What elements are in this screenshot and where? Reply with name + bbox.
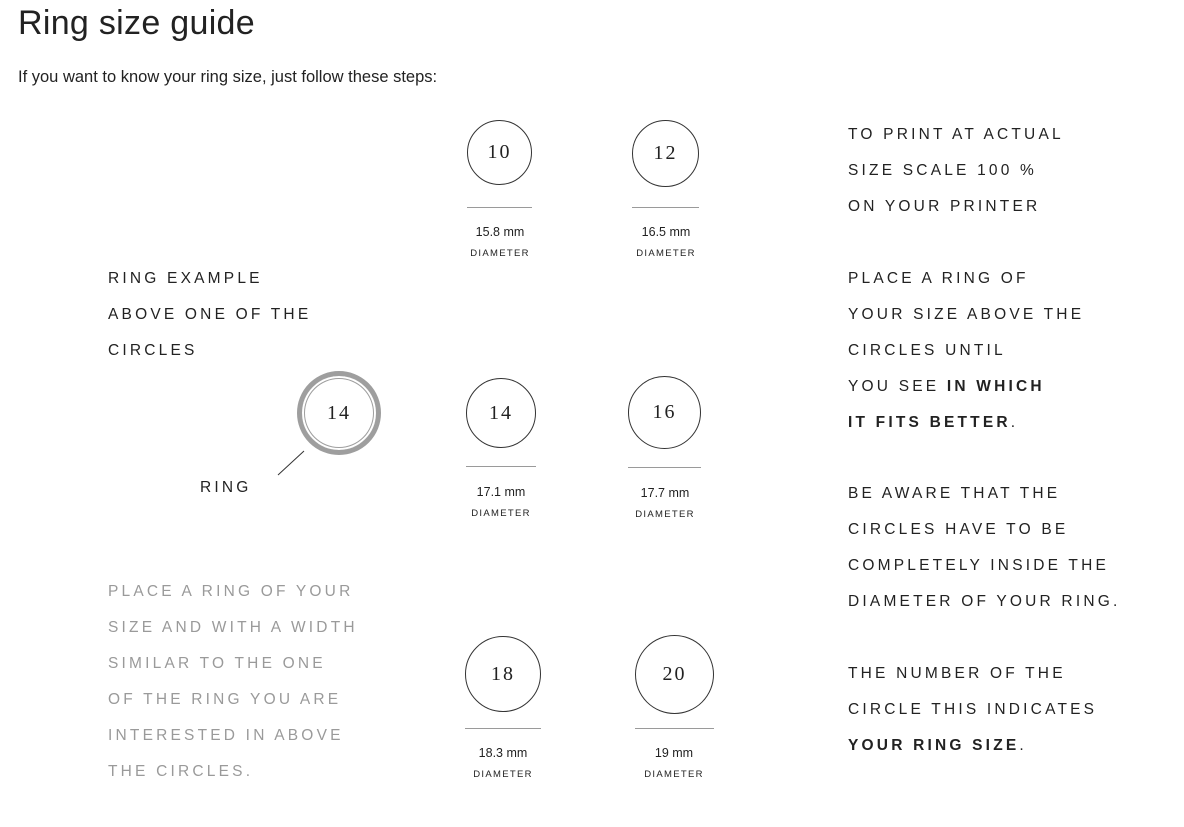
result-line: THE NUMBER OF THE: [848, 665, 1066, 682]
size-divider: [467, 207, 532, 208]
placement-period: .: [1010, 414, 1019, 431]
size-diameter-value: 18.3 mm: [478, 746, 528, 760]
placement-emphasis: IN WHICH: [946, 378, 1045, 395]
print-line: SIZE SCALE 100 %: [848, 162, 1038, 179]
size-circle-10: [467, 120, 532, 185]
ring-example-number: 14: [327, 401, 351, 424]
placement-line: YOUR SIZE ABOVE THE: [848, 306, 1085, 323]
diameter-label: DIAMETER: [636, 248, 696, 259]
size-divider: [628, 467, 701, 468]
size-number: 18: [491, 662, 515, 685]
instruction-line: INTERESTED IN ABOVE: [108, 727, 344, 744]
size-diameter-value: 17.1 mm: [476, 485, 526, 499]
size-circle-12: [632, 120, 699, 187]
size-circle-20: [635, 635, 714, 714]
placement-steps: [848, 261, 1084, 441]
instruction-line: SIMILAR TO THE ONE: [108, 655, 326, 672]
placement-line: PLACE A RING OF: [848, 270, 1029, 287]
placement-line: CIRCLES UNTIL: [848, 342, 1006, 359]
ring-example-circle: [297, 371, 381, 455]
size-circle-14: [466, 378, 536, 448]
diameter-label: DIAMETER: [473, 769, 533, 780]
size-divider: [466, 466, 536, 467]
print-line: TO PRINT AT ACTUAL: [848, 126, 1064, 143]
awareness-line: BE AWARE THAT THE: [848, 485, 1061, 502]
placement-instructions: [108, 574, 358, 790]
placement-line: [848, 405, 1084, 441]
awareness-line: COMPLETELY INSIDE THE: [848, 557, 1110, 574]
instruction-line: OF THE RING YOU ARE: [108, 691, 342, 708]
size-number: 20: [662, 663, 687, 685]
size-divider: [632, 207, 699, 208]
instruction-line: THE CIRCLES.: [108, 763, 254, 780]
result-line: CIRCLE THIS INDICATES: [848, 701, 1098, 718]
placement-text: YOU SEE: [848, 378, 947, 395]
size-diameter-value: 15.8 mm: [475, 225, 525, 239]
result-emphasis: YOUR RING SIZE: [848, 737, 1020, 754]
ring-example-line: RING EXAMPLE: [108, 270, 263, 287]
ring-pointer-line: [276, 450, 306, 476]
diameter-label: DIAMETER: [471, 508, 531, 519]
print-instructions: [848, 117, 1064, 225]
size-circle-16: [628, 376, 701, 449]
size-number: 10: [487, 141, 512, 163]
placement-emphasis: IT FITS BETTER: [848, 414, 1011, 431]
size-diameter-value: 16.5 mm: [641, 225, 691, 239]
size-number: 16: [652, 401, 677, 423]
diameter-label: DIAMETER: [470, 248, 530, 259]
size-divider: [465, 728, 541, 729]
size-number: 12: [653, 142, 678, 164]
result-period: .: [1019, 737, 1027, 754]
result-note: [848, 656, 1097, 764]
size-circle-18: [465, 636, 541, 712]
awareness-line: CIRCLES HAVE TO BE: [848, 521, 1069, 538]
diameter-label: DIAMETER: [635, 509, 695, 520]
diameter-label: DIAMETER: [644, 769, 704, 780]
size-number: 14: [489, 401, 513, 424]
size-divider: [635, 728, 714, 729]
ring-example-line: CIRCLES: [108, 342, 198, 359]
ring-example-text: [108, 261, 311, 369]
ring-example-line: ABOVE ONE OF THE: [108, 306, 312, 323]
awareness-note: [848, 476, 1121, 620]
size-diameter-value: 17.7 mm: [640, 486, 690, 500]
size-diameter-value: 19 mm: [654, 746, 694, 760]
ring-label: RING: [200, 479, 252, 496]
instruction-line: PLACE A RING OF YOUR: [108, 583, 354, 600]
instruction-line: SIZE AND WITH A WIDTH: [108, 619, 358, 636]
intro-text: If you want to know your ring size, just follow these steps:: [18, 68, 438, 86]
print-line: ON YOUR PRINTER: [848, 198, 1041, 215]
awareness-line: DIAMETER OF YOUR RING.: [848, 593, 1121, 610]
placement-line: [848, 369, 1084, 405]
page-title: Ring size guide: [18, 4, 255, 42]
result-line: [848, 728, 1097, 764]
